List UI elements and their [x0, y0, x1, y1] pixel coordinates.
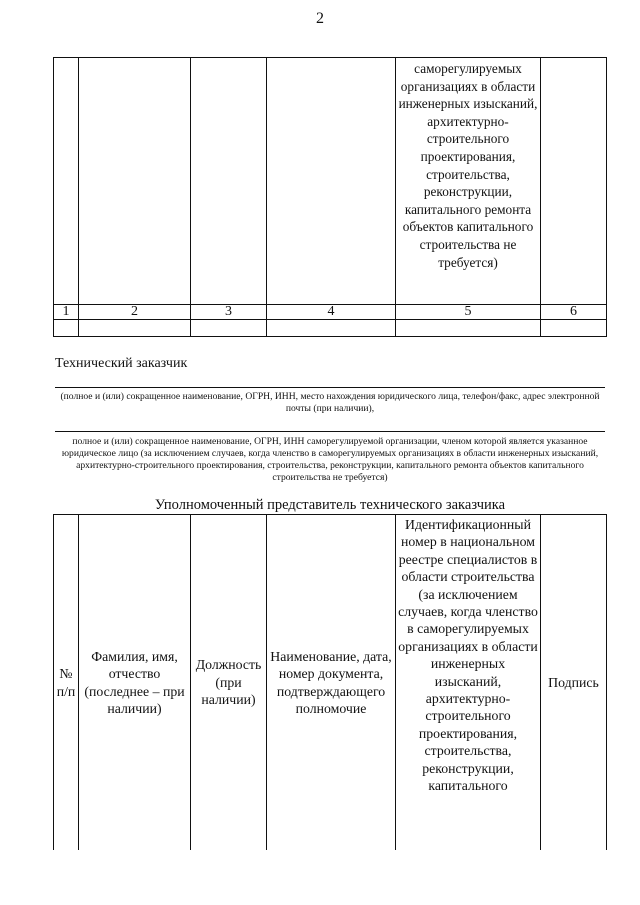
- column-number: 2: [79, 305, 191, 320]
- table-cell: [191, 58, 267, 305]
- page-number: 2: [316, 10, 324, 27]
- table-header-row: [54, 515, 607, 851]
- header-number: № п/п: [54, 515, 79, 851]
- column-number: 3: [191, 305, 267, 320]
- representative-table: [53, 514, 607, 850]
- column-number: 5: [396, 305, 541, 320]
- table-cell: [267, 58, 396, 305]
- fill-in-line: [55, 431, 605, 432]
- table-cell: [267, 320, 396, 337]
- technical-customer-label: Технический заказчик: [55, 356, 188, 371]
- header-signature: Подпись: [541, 515, 607, 851]
- table-cell: [396, 320, 541, 337]
- column-number: 6: [541, 305, 607, 320]
- header-registry-id: Идентификационный номер в национальном реестре специалистов в области строительства (за исключением случаев, когда членство в саморегулируемых организациях в области инженерных изысканий, архитектурно-строительного проектирования, строительства, реконструкции, капитального: [396, 515, 541, 851]
- table-cell: [79, 320, 191, 337]
- continuation-text: саморегулируемых организациях в области инженерных изысканий, архитектурно-строительного проектирования, строительства, реконструкции, капитального ремонта объектов капитального строительства не требуется): [396, 58, 541, 305]
- column-number: 4: [267, 305, 396, 320]
- representative-title: Уполномоченный представитель технического заказчика: [154, 497, 506, 513]
- header-full-name: Фамилия, имя, отчество (последнее – при наличии): [79, 515, 191, 851]
- customer-caption-1: (полное и (или) сокращенное наименование, ОГРН, ИНН, место нахождения юридического лица, телефон/факс, адрес электронной почты (при наличии),: [60, 391, 600, 414]
- fill-in-line: [55, 387, 605, 388]
- table-cell: [191, 320, 267, 337]
- column-number-row: [54, 305, 607, 320]
- column-number: 1: [54, 305, 79, 320]
- header-document: Наименование, дата, номер документа, подтверждающего полномочие: [267, 515, 396, 851]
- customer-caption-2: полное и (или) сокращенное наименование, ОГРН, ИНН саморегулируемой организации, членом которой является указанное юридическое лицо (за исключением случаев, когда членство в саморегулируемых организациях в области инженерных изысканий, архитектурно-строительного проектирования, строительства, реконструкции, капитального ремонта объектов капитального строительства не требуется): [61, 436, 599, 483]
- table-cell: [79, 58, 191, 305]
- table-row: [54, 58, 607, 305]
- empty-row: [54, 320, 607, 337]
- continued-table: [53, 57, 607, 337]
- header-position: Должность (при наличии): [191, 515, 267, 851]
- table-cell: [541, 58, 607, 305]
- table-cell: [54, 320, 79, 337]
- table-cell: [541, 320, 607, 337]
- table-cell: [54, 58, 79, 305]
